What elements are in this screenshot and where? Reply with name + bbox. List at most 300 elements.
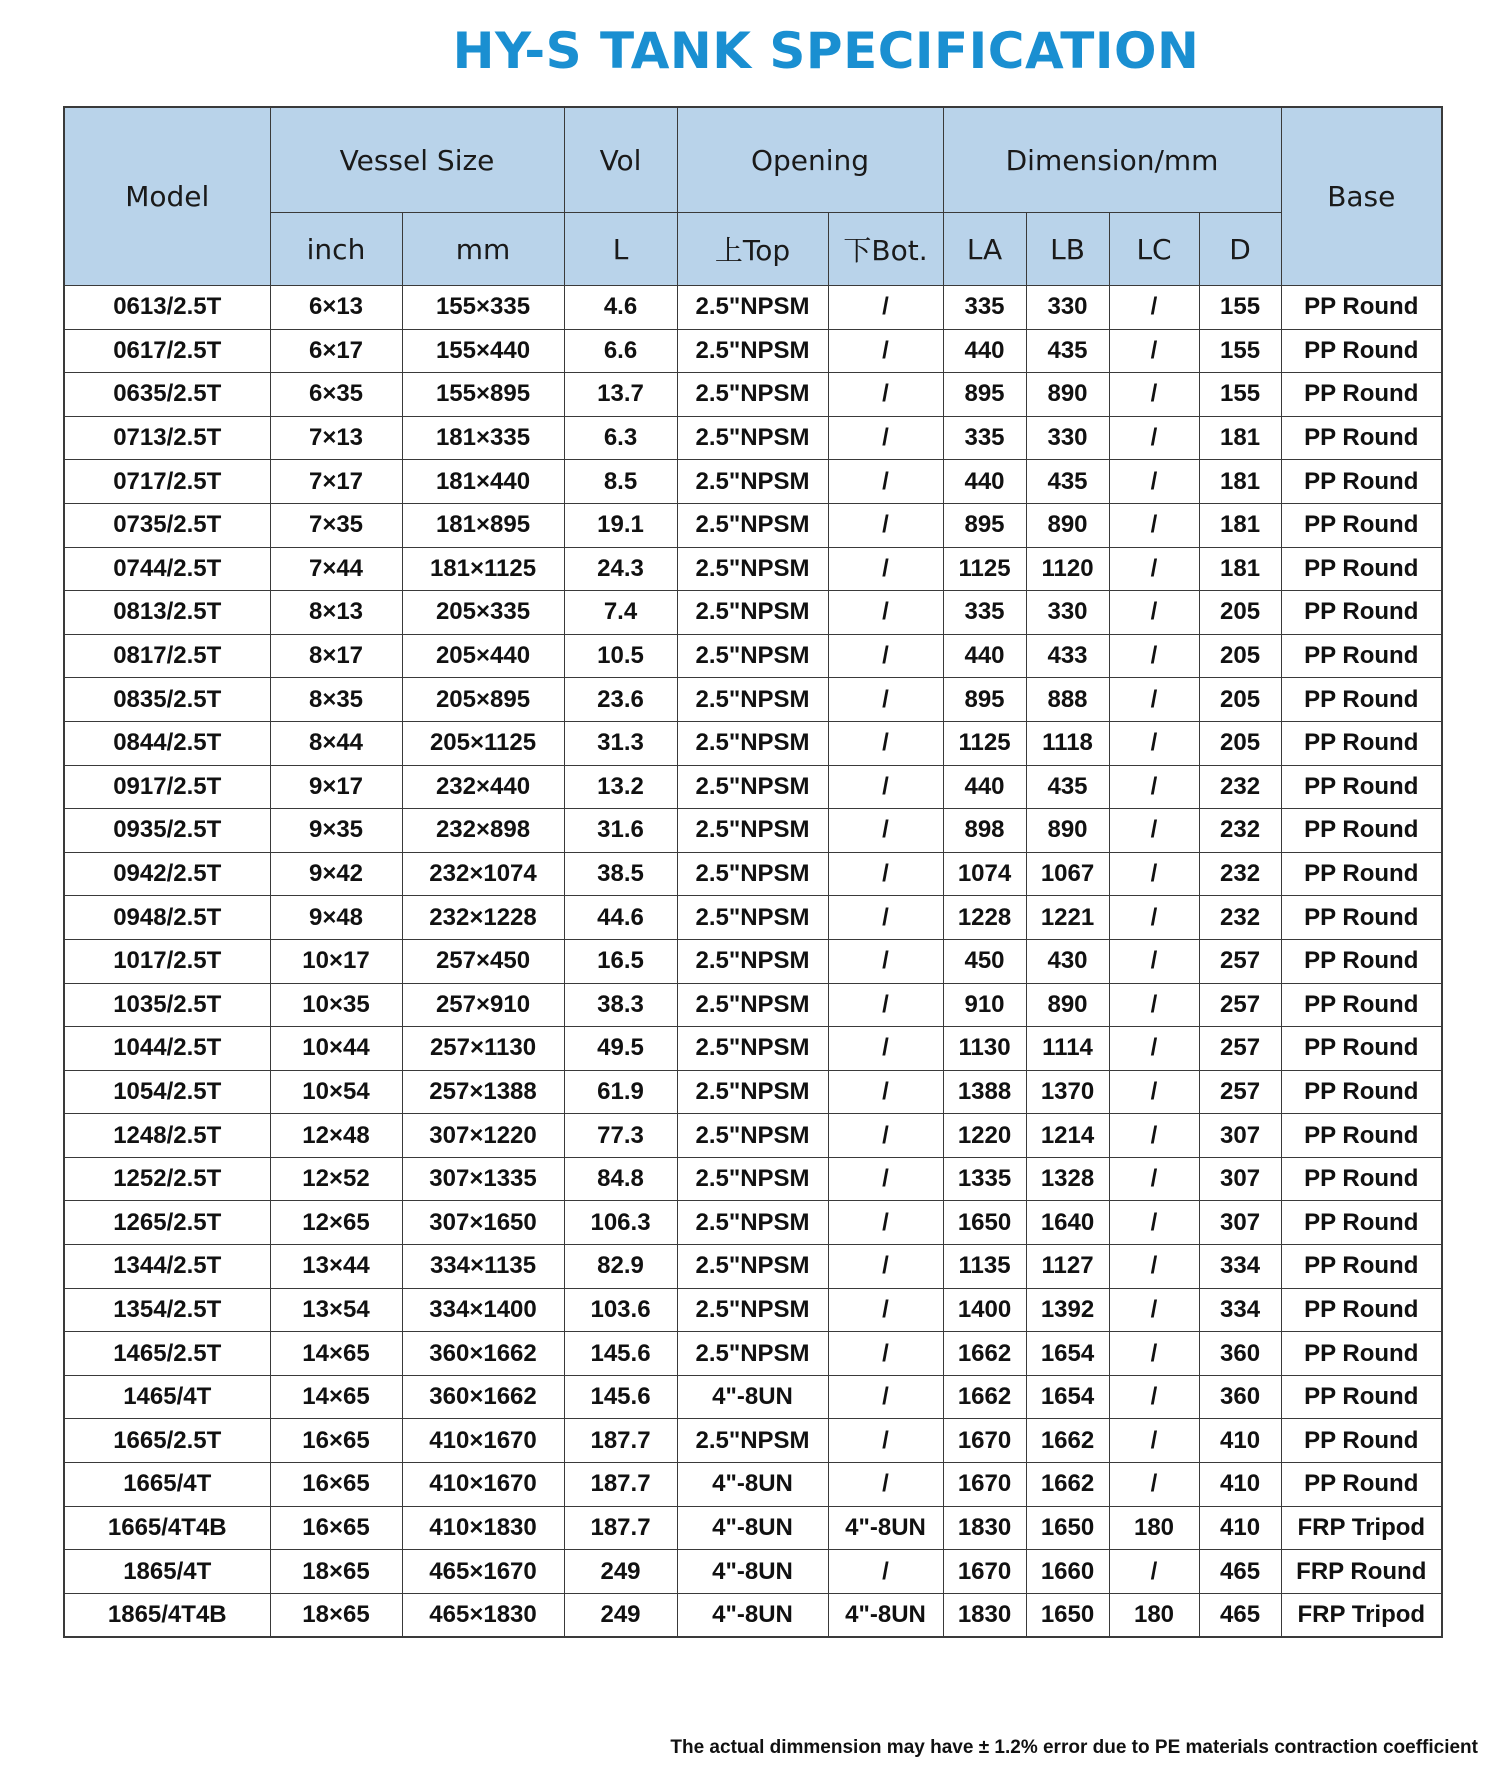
- cell-lb: 890: [1026, 983, 1109, 1027]
- cell-lb: 1650: [1026, 1593, 1109, 1637]
- cell-base: PP Round: [1281, 503, 1442, 547]
- cell-mm: 465×1830: [402, 1593, 564, 1637]
- cell-base: PP Round: [1281, 1070, 1442, 1114]
- cell-mm: 257×450: [402, 939, 564, 983]
- cell-la: 1135: [943, 1245, 1026, 1289]
- table-row: [64, 329, 1442, 373]
- cell-model: 1344/2.5T: [64, 1245, 270, 1289]
- cell-lb: 1214: [1026, 1114, 1109, 1158]
- cell-mm: 410×1670: [402, 1463, 564, 1507]
- cell-vol: 13.2: [564, 765, 677, 809]
- cell-d: 232: [1199, 896, 1281, 940]
- cell-model: 1354/2.5T: [64, 1288, 270, 1332]
- table-row: [64, 1201, 1442, 1245]
- cell-opening-top: 2.5"NPSM: [677, 852, 828, 896]
- cell-base: FRP Round: [1281, 1550, 1442, 1594]
- cell-inch: 8×44: [270, 721, 402, 765]
- cell-la: 1400: [943, 1288, 1026, 1332]
- cell-vol: 106.3: [564, 1201, 677, 1245]
- cell-model: 0817/2.5T: [64, 634, 270, 678]
- cell-d: 360: [1199, 1375, 1281, 1419]
- cell-opening-top: 2.5"NPSM: [677, 416, 828, 460]
- table-row: [64, 1288, 1442, 1332]
- cell-lc: /: [1109, 1114, 1199, 1158]
- cell-opening-bot: /: [828, 286, 943, 330]
- cell-opening-bot: /: [828, 503, 943, 547]
- cell-inch: 13×44: [270, 1245, 402, 1289]
- cell-base: PP Round: [1281, 591, 1442, 635]
- cell-opening-top: 4"-8UN: [677, 1550, 828, 1594]
- cell-lb: 1328: [1026, 1157, 1109, 1201]
- cell-mm: 257×1388: [402, 1070, 564, 1114]
- cell-base: PP Round: [1281, 896, 1442, 940]
- cell-inch: 8×13: [270, 591, 402, 635]
- cell-vol: 145.6: [564, 1375, 677, 1419]
- cell-model: 0844/2.5T: [64, 721, 270, 765]
- table-row: [64, 1027, 1442, 1071]
- cell-inch: 14×65: [270, 1375, 402, 1419]
- cell-la: 1830: [943, 1506, 1026, 1550]
- table-row: [64, 547, 1442, 591]
- header-model: Model: [64, 107, 270, 286]
- cell-d: 205: [1199, 678, 1281, 722]
- cell-opening-bot: /: [828, 896, 943, 940]
- cell-opening-bot: /: [828, 1070, 943, 1114]
- cell-vol: 19.1: [564, 503, 677, 547]
- table-row: [64, 1245, 1442, 1289]
- cell-vol: 103.6: [564, 1288, 677, 1332]
- cell-opening-bot: 4"-8UN: [828, 1506, 943, 1550]
- cell-la: 895: [943, 503, 1026, 547]
- cell-lb: 1120: [1026, 547, 1109, 591]
- cell-lb: 1114: [1026, 1027, 1109, 1071]
- cell-opening-bot: /: [828, 1375, 943, 1419]
- cell-lb: 1127: [1026, 1245, 1109, 1289]
- cell-vol: 31.6: [564, 809, 677, 853]
- cell-la: 440: [943, 460, 1026, 504]
- cell-lc: /: [1109, 547, 1199, 591]
- cell-mm: 360×1662: [402, 1375, 564, 1419]
- cell-lc: /: [1109, 809, 1199, 853]
- cell-lb: 1662: [1026, 1463, 1109, 1507]
- cell-base: PP Round: [1281, 852, 1442, 896]
- cell-vol: 49.5: [564, 1027, 677, 1071]
- cell-la: 335: [943, 416, 1026, 460]
- cell-mm: 232×898: [402, 809, 564, 853]
- header-mm: mm: [402, 213, 564, 286]
- cell-opening-top: 2.5"NPSM: [677, 939, 828, 983]
- cell-model: 1265/2.5T: [64, 1201, 270, 1245]
- cell-inch: 8×17: [270, 634, 402, 678]
- cell-opening-bot: /: [828, 678, 943, 722]
- cell-opening-top: 2.5"NPSM: [677, 765, 828, 809]
- cell-base: PP Round: [1281, 1332, 1442, 1376]
- cell-opening-bot: /: [828, 1027, 943, 1071]
- cell-lc: /: [1109, 852, 1199, 896]
- cell-base: PP Round: [1281, 547, 1442, 591]
- cell-d: 257: [1199, 1027, 1281, 1071]
- page-title: HY-S TANK SPECIFICATION: [452, 22, 1200, 80]
- cell-opening-top: 2.5"NPSM: [677, 1288, 828, 1332]
- cell-d: 232: [1199, 809, 1281, 853]
- cell-opening-top: 2.5"NPSM: [677, 373, 828, 417]
- cell-opening-top: 2.5"NPSM: [677, 896, 828, 940]
- cell-la: 1830: [943, 1593, 1026, 1637]
- table-row: [64, 1114, 1442, 1158]
- cell-d: 155: [1199, 329, 1281, 373]
- cell-vol: 13.7: [564, 373, 677, 417]
- table-row: [64, 939, 1442, 983]
- cell-d: 307: [1199, 1201, 1281, 1245]
- cell-vol: 77.3: [564, 1114, 677, 1158]
- cell-vol: 16.5: [564, 939, 677, 983]
- cell-inch: 10×35: [270, 983, 402, 1027]
- cell-lc: 180: [1109, 1593, 1199, 1637]
- cell-opening-bot: /: [828, 373, 943, 417]
- cell-la: 1670: [943, 1550, 1026, 1594]
- cell-vol: 61.9: [564, 1070, 677, 1114]
- cell-la: 898: [943, 809, 1026, 853]
- table-row: [64, 983, 1442, 1027]
- cell-opening-bot: /: [828, 1157, 943, 1201]
- cell-lc: /: [1109, 634, 1199, 678]
- cell-inch: 7×13: [270, 416, 402, 460]
- cell-lc: /: [1109, 1288, 1199, 1332]
- cell-model: 1665/4T4B: [64, 1506, 270, 1550]
- cell-mm: 232×1074: [402, 852, 564, 896]
- cell-lc: /: [1109, 1463, 1199, 1507]
- cell-model: 1665/2.5T: [64, 1419, 270, 1463]
- cell-inch: 16×65: [270, 1463, 402, 1507]
- header-lc: LC: [1109, 213, 1199, 286]
- cell-lc: /: [1109, 721, 1199, 765]
- cell-d: 205: [1199, 721, 1281, 765]
- cell-lb: 1221: [1026, 896, 1109, 940]
- cell-inch: 6×35: [270, 373, 402, 417]
- cell-inch: 18×65: [270, 1593, 402, 1637]
- cell-base: PP Round: [1281, 1027, 1442, 1071]
- cell-d: 410: [1199, 1506, 1281, 1550]
- cell-vol: 38.5: [564, 852, 677, 896]
- header-d: D: [1199, 213, 1281, 286]
- cell-lc: /: [1109, 1550, 1199, 1594]
- header-bot: 下Bot.: [828, 213, 943, 286]
- cell-opening-top: 4"-8UN: [677, 1375, 828, 1419]
- header-vessel-size: Vessel Size: [270, 107, 564, 213]
- cell-inch: 12×52: [270, 1157, 402, 1201]
- cell-mm: 232×440: [402, 765, 564, 809]
- cell-model: 0813/2.5T: [64, 591, 270, 635]
- cell-lb: 890: [1026, 809, 1109, 853]
- table-row: [64, 1070, 1442, 1114]
- cell-lb: 435: [1026, 765, 1109, 809]
- cell-model: 1017/2.5T: [64, 939, 270, 983]
- cell-base: PP Round: [1281, 1245, 1442, 1289]
- cell-base: FRP Tripod: [1281, 1593, 1442, 1637]
- cell-lb: 1650: [1026, 1506, 1109, 1550]
- cell-opening-bot: /: [828, 765, 943, 809]
- cell-opening-bot: /: [828, 721, 943, 765]
- cell-la: 910: [943, 983, 1026, 1027]
- table-row: [64, 503, 1442, 547]
- cell-vol: 4.6: [564, 286, 677, 330]
- cell-la: 1662: [943, 1375, 1026, 1419]
- cell-mm: 410×1830: [402, 1506, 564, 1550]
- cell-la: 450: [943, 939, 1026, 983]
- cell-model: 0917/2.5T: [64, 765, 270, 809]
- cell-lb: 888: [1026, 678, 1109, 722]
- cell-d: 257: [1199, 1070, 1281, 1114]
- cell-inch: 13×54: [270, 1288, 402, 1332]
- cell-la: 1130: [943, 1027, 1026, 1071]
- cell-lc: /: [1109, 983, 1199, 1027]
- cell-d: 465: [1199, 1550, 1281, 1594]
- cell-la: 895: [943, 373, 1026, 417]
- table-row: [64, 1157, 1442, 1201]
- table-row: [64, 721, 1442, 765]
- cell-base: PP Round: [1281, 416, 1442, 460]
- cell-vol: 10.5: [564, 634, 677, 678]
- cell-lb: 1370: [1026, 1070, 1109, 1114]
- table-row: [64, 678, 1442, 722]
- cell-opening-bot: /: [828, 1332, 943, 1376]
- cell-opening-bot: /: [828, 416, 943, 460]
- cell-inch: 9×35: [270, 809, 402, 853]
- cell-lb: 890: [1026, 503, 1109, 547]
- cell-d: 155: [1199, 373, 1281, 417]
- cell-la: 1662: [943, 1332, 1026, 1376]
- table-row: [64, 896, 1442, 940]
- header-dimension: Dimension/mm: [943, 107, 1281, 213]
- cell-lb: 433: [1026, 634, 1109, 678]
- cell-inch: 7×35: [270, 503, 402, 547]
- cell-lb: 435: [1026, 460, 1109, 504]
- cell-vol: 187.7: [564, 1463, 677, 1507]
- cell-la: 1074: [943, 852, 1026, 896]
- cell-inch: 14×65: [270, 1332, 402, 1376]
- cell-d: 205: [1199, 591, 1281, 635]
- table-row: [64, 591, 1442, 635]
- header-la: LA: [943, 213, 1026, 286]
- cell-lc: /: [1109, 896, 1199, 940]
- cell-opening-top: 2.5"NPSM: [677, 1157, 828, 1201]
- cell-base: PP Round: [1281, 329, 1442, 373]
- cell-vol: 84.8: [564, 1157, 677, 1201]
- cell-vol: 7.4: [564, 591, 677, 635]
- cell-la: 1670: [943, 1419, 1026, 1463]
- cell-model: 1248/2.5T: [64, 1114, 270, 1158]
- cell-model: 0948/2.5T: [64, 896, 270, 940]
- cell-opening-bot: /: [828, 1288, 943, 1332]
- cell-opening-bot: /: [828, 852, 943, 896]
- cell-lb: 1118: [1026, 721, 1109, 765]
- cell-mm: 307×1650: [402, 1201, 564, 1245]
- cell-la: 1125: [943, 547, 1026, 591]
- cell-opening-top: 2.5"NPSM: [677, 1114, 828, 1158]
- cell-lc: /: [1109, 939, 1199, 983]
- cell-lb: 330: [1026, 591, 1109, 635]
- cell-lb: 1660: [1026, 1550, 1109, 1594]
- cell-lc: /: [1109, 1375, 1199, 1419]
- table-row: [64, 416, 1442, 460]
- cell-model: 0713/2.5T: [64, 416, 270, 460]
- cell-lb: 430: [1026, 939, 1109, 983]
- cell-opening-top: 2.5"NPSM: [677, 721, 828, 765]
- cell-mm: 181×335: [402, 416, 564, 460]
- table-row: [64, 1463, 1442, 1507]
- footnote: The actual dimmension may have ± 1.2% error due to PE materials contraction coefficient: [670, 1737, 1478, 1758]
- table-row: [64, 765, 1442, 809]
- cell-opening-top: 2.5"NPSM: [677, 678, 828, 722]
- cell-inch: 7×17: [270, 460, 402, 504]
- cell-lc: /: [1109, 591, 1199, 635]
- cell-inch: 12×65: [270, 1201, 402, 1245]
- cell-lb: 1654: [1026, 1375, 1109, 1419]
- table-row: [64, 286, 1442, 330]
- cell-d: 410: [1199, 1463, 1281, 1507]
- cell-d: 181: [1199, 460, 1281, 504]
- cell-d: 307: [1199, 1157, 1281, 1201]
- cell-vol: 249: [564, 1550, 677, 1594]
- cell-opening-bot: /: [828, 460, 943, 504]
- cell-d: 232: [1199, 765, 1281, 809]
- cell-base: PP Round: [1281, 809, 1442, 853]
- cell-opening-top: 2.5"NPSM: [677, 1027, 828, 1071]
- cell-base: PP Round: [1281, 1201, 1442, 1245]
- cell-opening-top: 2.5"NPSM: [677, 1201, 828, 1245]
- header-l: L: [564, 213, 677, 286]
- header-inch: inch: [270, 213, 402, 286]
- cell-la: 895: [943, 678, 1026, 722]
- cell-lc: /: [1109, 1245, 1199, 1289]
- cell-base: PP Round: [1281, 1463, 1442, 1507]
- cell-d: 181: [1199, 503, 1281, 547]
- cell-model: 0935/2.5T: [64, 809, 270, 853]
- cell-opening-bot: /: [828, 1114, 943, 1158]
- cell-opening-top: 2.5"NPSM: [677, 503, 828, 547]
- spec-table-body: [64, 286, 1442, 1638]
- cell-model: 0735/2.5T: [64, 503, 270, 547]
- cell-opening-bot: /: [828, 1463, 943, 1507]
- cell-inch: 10×17: [270, 939, 402, 983]
- cell-lb: 890: [1026, 373, 1109, 417]
- cell-lc: /: [1109, 1157, 1199, 1201]
- cell-model: 0835/2.5T: [64, 678, 270, 722]
- cell-vol: 187.7: [564, 1506, 677, 1550]
- cell-inch: 16×65: [270, 1419, 402, 1463]
- cell-mm: 155×895: [402, 373, 564, 417]
- cell-mm: 410×1670: [402, 1419, 564, 1463]
- cell-mm: 232×1228: [402, 896, 564, 940]
- cell-mm: 205×895: [402, 678, 564, 722]
- cell-la: 440: [943, 329, 1026, 373]
- table-row: [64, 1550, 1442, 1594]
- cell-la: 440: [943, 765, 1026, 809]
- cell-opening-top: 2.5"NPSM: [677, 1332, 828, 1376]
- header-top: 上Top: [677, 213, 828, 286]
- cell-model: 0613/2.5T: [64, 286, 270, 330]
- cell-vol: 145.6: [564, 1332, 677, 1376]
- cell-vol: 82.9: [564, 1245, 677, 1289]
- cell-mm: 257×1130: [402, 1027, 564, 1071]
- cell-mm: 334×1135: [402, 1245, 564, 1289]
- cell-lc: /: [1109, 678, 1199, 722]
- cell-inch: 6×13: [270, 286, 402, 330]
- header-vol: Vol: [564, 107, 677, 213]
- cell-lc: 180: [1109, 1506, 1199, 1550]
- cell-lc: /: [1109, 765, 1199, 809]
- cell-base: PP Round: [1281, 1288, 1442, 1332]
- spec-table: [63, 106, 1443, 1638]
- cell-opening-top: 2.5"NPSM: [677, 591, 828, 635]
- cell-la: 1650: [943, 1201, 1026, 1245]
- cell-la: 1125: [943, 721, 1026, 765]
- cell-d: 334: [1199, 1288, 1281, 1332]
- table-row: [64, 1593, 1442, 1637]
- cell-model: 0635/2.5T: [64, 373, 270, 417]
- cell-model: 1665/4T: [64, 1463, 270, 1507]
- cell-model: 0617/2.5T: [64, 329, 270, 373]
- cell-vol: 24.3: [564, 547, 677, 591]
- cell-lc: /: [1109, 460, 1199, 504]
- cell-opening-bot: /: [828, 983, 943, 1027]
- cell-mm: 334×1400: [402, 1288, 564, 1332]
- cell-base: PP Round: [1281, 634, 1442, 678]
- cell-d: 205: [1199, 634, 1281, 678]
- cell-lc: /: [1109, 1201, 1199, 1245]
- table-row: [64, 1419, 1442, 1463]
- cell-vol: 6.6: [564, 329, 677, 373]
- cell-opening-bot: /: [828, 547, 943, 591]
- cell-opening-top: 2.5"NPSM: [677, 329, 828, 373]
- cell-base: FRP Tripod: [1281, 1506, 1442, 1550]
- cell-base: PP Round: [1281, 286, 1442, 330]
- cell-inch: 9×17: [270, 765, 402, 809]
- cell-model: 0744/2.5T: [64, 547, 270, 591]
- table-row: [64, 1375, 1442, 1419]
- cell-d: 307: [1199, 1114, 1281, 1158]
- cell-inch: 7×44: [270, 547, 402, 591]
- cell-d: 257: [1199, 939, 1281, 983]
- cell-vol: 6.3: [564, 416, 677, 460]
- cell-d: 155: [1199, 286, 1281, 330]
- header-base: Base: [1281, 107, 1442, 286]
- cell-inch: 6×17: [270, 329, 402, 373]
- cell-base: PP Round: [1281, 765, 1442, 809]
- cell-vol: 38.3: [564, 983, 677, 1027]
- cell-d: 181: [1199, 547, 1281, 591]
- cell-mm: 307×1220: [402, 1114, 564, 1158]
- cell-lc: /: [1109, 1070, 1199, 1114]
- cell-opening-top: 2.5"NPSM: [677, 809, 828, 853]
- cell-model: 1035/2.5T: [64, 983, 270, 1027]
- cell-inch: 10×44: [270, 1027, 402, 1071]
- cell-mm: 181×1125: [402, 547, 564, 591]
- header-lb: LB: [1026, 213, 1109, 286]
- cell-base: PP Round: [1281, 1157, 1442, 1201]
- cell-inch: 16×65: [270, 1506, 402, 1550]
- cell-opening-bot: /: [828, 1550, 943, 1594]
- cell-mm: 465×1670: [402, 1550, 564, 1594]
- cell-opening-top: 2.5"NPSM: [677, 634, 828, 678]
- cell-mm: 205×1125: [402, 721, 564, 765]
- cell-model: 1865/4T4B: [64, 1593, 270, 1637]
- cell-vol: 187.7: [564, 1419, 677, 1463]
- cell-d: 334: [1199, 1245, 1281, 1289]
- cell-opening-bot: /: [828, 1419, 943, 1463]
- table-row: [64, 1506, 1442, 1550]
- cell-opening-top: 2.5"NPSM: [677, 983, 828, 1027]
